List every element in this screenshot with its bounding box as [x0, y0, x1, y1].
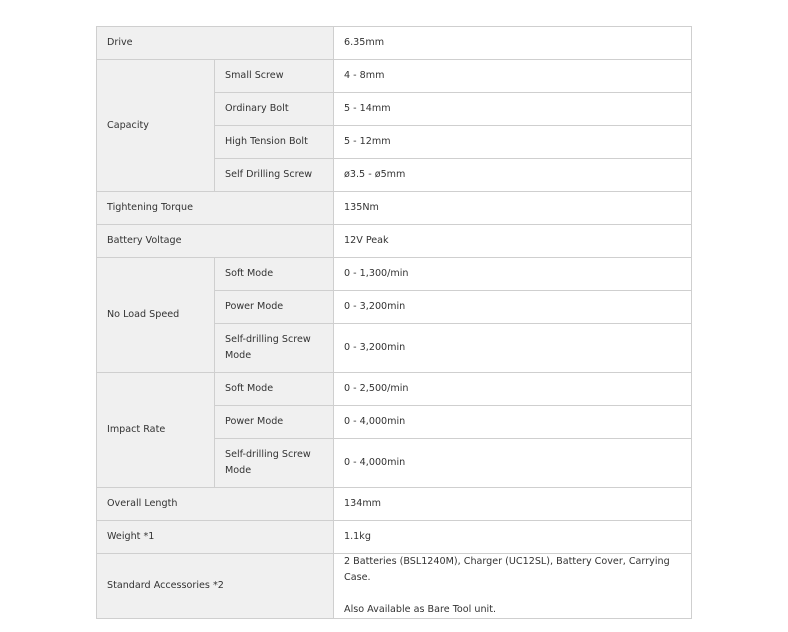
spec-sublabel: Power Mode [215, 406, 334, 439]
spec-value: 0 - 2,500/min [334, 373, 692, 406]
spec-value: 0 - 3,200min [334, 324, 692, 373]
spec-value: 4 - 8mm [334, 60, 692, 93]
spec-value: 5 - 12mm [334, 126, 692, 159]
spec-label-drive: Drive [97, 27, 334, 60]
spec-value: 0 - 4,000min [334, 406, 692, 439]
table-row [97, 225, 692, 258]
spec-label-accessories: Standard Accessories *2 [97, 554, 334, 619]
table-row [97, 554, 692, 619]
table-row [97, 27, 692, 60]
spec-table [96, 26, 692, 619]
spec-sublabel: Self-drilling Screw Mode [215, 439, 334, 488]
spec-value: 5 - 14mm [334, 93, 692, 126]
spec-value-voltage: 12V Peak [334, 225, 692, 258]
spec-sublabel: Ordinary Bolt [215, 93, 334, 126]
spec-value-accessories [334, 554, 692, 619]
spec-value-length: 134mm [334, 488, 692, 521]
table-row [97, 60, 692, 93]
spec-value: ø3.5 - ø5mm [334, 159, 692, 192]
spec-group-impact-rate: Impact Rate [97, 373, 215, 488]
table-row [97, 521, 692, 554]
spec-sublabel: Small Screw [215, 60, 334, 93]
table-row [97, 258, 692, 291]
spec-group-capacity: Capacity [97, 60, 215, 192]
accessories-note: Also Available as Bare Tool unit. [344, 604, 497, 615]
spec-sublabel: Power Mode [215, 291, 334, 324]
spec-label-length: Overall Length [97, 488, 334, 521]
spec-value: 0 - 4,000min [334, 439, 692, 488]
table-row [97, 373, 692, 406]
spec-value-weight: 1.1kg [334, 521, 692, 554]
spec-sublabel: Self-drilling Screw Mode [215, 324, 334, 373]
spec-sublabel: High Tension Bolt [215, 126, 334, 159]
spec-sublabel: Soft Mode [215, 373, 334, 406]
spec-value: 0 - 3,200min [334, 291, 692, 324]
spec-label-voltage: Battery Voltage [97, 225, 334, 258]
spec-label-torque: Tightening Torque [97, 192, 334, 225]
table-row [97, 192, 692, 225]
spec-value-torque: 135Nm [334, 192, 692, 225]
spec-group-no-load-speed: No Load Speed [97, 258, 215, 373]
spec-sublabel: Self Drilling Screw [215, 159, 334, 192]
spec-value-drive: 6.35mm [334, 27, 692, 60]
spec-sublabel: Soft Mode [215, 258, 334, 291]
table-row [97, 488, 692, 521]
accessories-line: 2 Batteries (BSL1240M), Charger (UC12SL), Battery Cover, Carrying Case. [344, 556, 670, 583]
spec-label-weight: Weight *1 [97, 521, 334, 554]
spec-value: 0 - 1,300/min [334, 258, 692, 291]
